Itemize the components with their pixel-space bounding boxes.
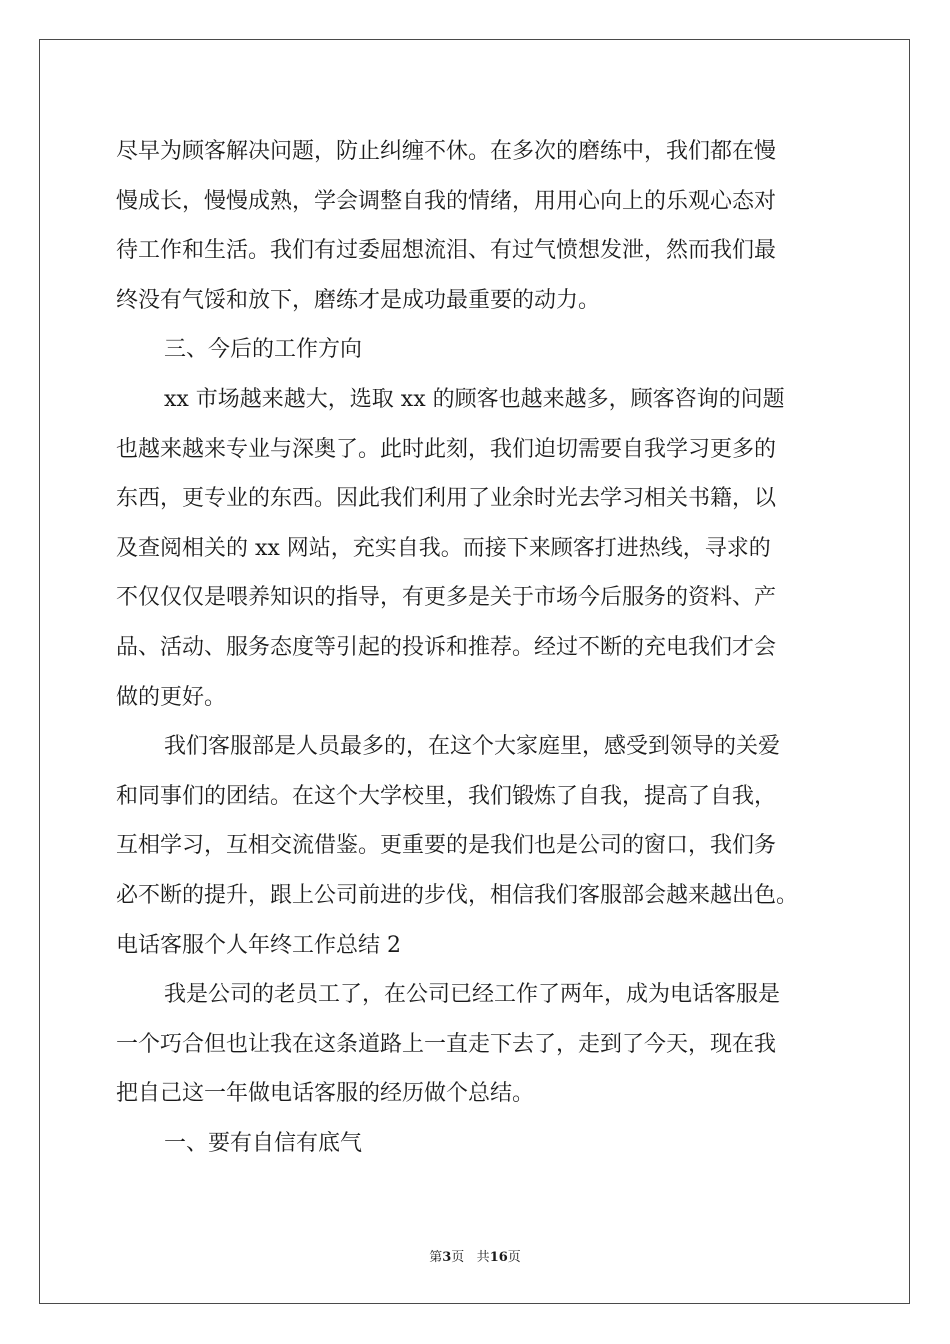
text-line: 把自己这一年做电话客服的经历做个总结。 <box>116 1081 535 1107</box>
text-line: 待工作和生活。我们有过委屈想流泪、有过气愤想发泄，然而我们最 <box>116 238 777 264</box>
text-line: 我们客服部是人员最多的，在这个大家庭里，感受到领导的关爱 <box>164 734 781 760</box>
section-heading: 三、今后的工作方向 <box>164 337 363 363</box>
section-heading: 一、要有自信有底气 <box>164 1130 363 1156</box>
text-line: 一个巧合但也让我在这条道路上一直走下去了，走到了今天，现在我 <box>116 1031 777 1057</box>
page-prefix: 第 <box>429 1250 443 1265</box>
page-unit: 页 <box>451 1250 465 1265</box>
text-line: 终没有气馁和放下，磨练才是成功最重要的动力。 <box>116 287 601 313</box>
text-line: 必不断的提升，跟上公司前进的步伐，相信我们客服部会越来越出色。 <box>116 882 799 908</box>
text-line: 和同事们的团结。在这个大学校里，我们锻炼了自我，提高了自我， <box>116 783 777 809</box>
total-unit: 页 <box>507 1250 521 1265</box>
text-line: 我是公司的老员工了，在公司已经工作了两年，成为电话客服是 <box>164 982 781 1008</box>
page-current: 3 <box>442 1250 452 1265</box>
page-total: 16 <box>489 1250 508 1265</box>
page-footer <box>0 1246 950 1265</box>
text-line: 做的更好。 <box>116 684 227 710</box>
text-line: 及查阅相关的 xx 网站，充实自我。而接下来顾客打进热线，寻求的 <box>116 535 771 561</box>
text-line: 慢成长，慢慢成熟，学会调整自我的情绪，用用心向上的乐观心态对 <box>116 188 777 214</box>
text-line: xx 市场越来越大，选取 xx 的顾客也越来越多，顾客咨询的问题 <box>164 386 785 412</box>
document-body <box>116 127 836 1168</box>
text-line: 东西，更专业的东西。因此我们利用了业余时光去学习相关书籍，以 <box>116 486 777 512</box>
text-line: 品、活动、服务态度等引起的投诉和推荐。经过不断的充电我们才会 <box>116 634 777 660</box>
text-line: 也越来越来专业与深奥了。此时此刻，我们迫切需要自我学习更多的 <box>116 436 777 462</box>
text-line: 不仅仅仅是喂养知识的指导，有更多是关于市场今后服务的资料、产 <box>116 585 777 611</box>
text-line: 尽早为顾客解决问题，防止纠缠不休。在多次的磨练中，我们都在慢 <box>116 139 777 164</box>
total-prefix: 共 <box>476 1250 490 1265</box>
text-line: 互相学习，互相交流借鉴。更重要的是我们也是公司的窗口，我们务 <box>116 833 777 859</box>
document-title: 电话客服个人年终工作总结 2 <box>116 932 401 958</box>
